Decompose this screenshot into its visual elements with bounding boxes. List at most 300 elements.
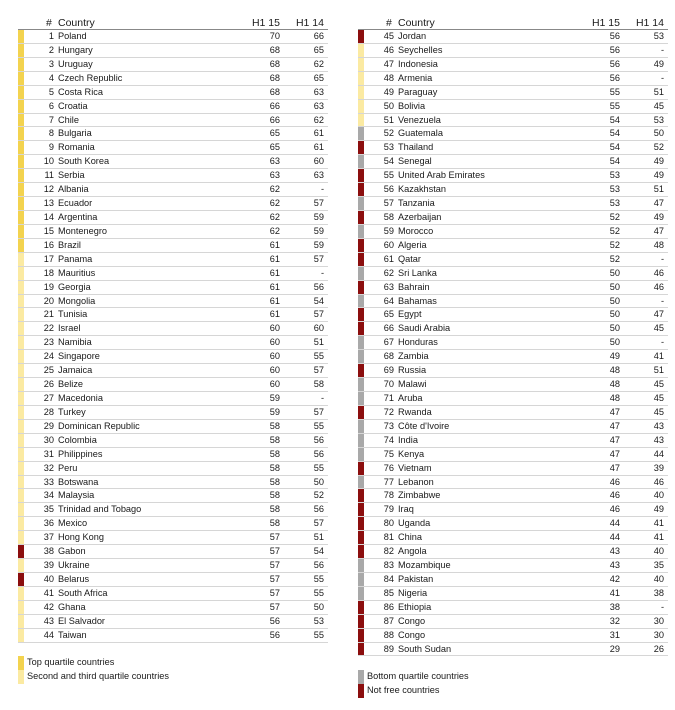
table-row	[358, 629, 668, 643]
country-cell: Argentina	[58, 211, 98, 222]
h1-15-cell: 48	[609, 379, 620, 390]
table-row	[358, 30, 668, 44]
h1-14-cell: 65	[313, 44, 324, 55]
category-bar	[358, 392, 364, 405]
rank-cell: 27	[43, 392, 54, 403]
h1-14-cell: -	[660, 295, 664, 306]
table-row	[358, 392, 668, 406]
h1-15-cell: 63	[269, 170, 280, 181]
rank-cell: 21	[43, 309, 54, 320]
h1-14-cell: 59	[313, 211, 324, 222]
h1-15-cell: 56	[609, 72, 620, 83]
h1-14-cell: 62	[313, 58, 324, 69]
h1-14-cell: -	[660, 44, 664, 55]
category-bar	[18, 155, 24, 168]
table-row	[358, 378, 668, 392]
country-cell: South Africa	[58, 587, 108, 598]
country-cell: Algeria	[398, 239, 427, 250]
rank-cell: 58	[383, 211, 394, 222]
table-row	[358, 281, 668, 295]
table-row	[18, 350, 328, 364]
table-row	[358, 114, 668, 128]
table-row	[18, 127, 328, 141]
rank-cell: 12	[43, 184, 54, 195]
h1-14-cell: -	[660, 72, 664, 83]
rank-cell: 59	[383, 225, 394, 236]
legend-swatch-notfree	[358, 684, 364, 698]
country-cell: Turkey	[58, 406, 86, 417]
rank-cell: 69	[383, 365, 394, 376]
h1-14-cell: 30	[653, 629, 664, 640]
table-row	[358, 336, 668, 350]
rank-cell: 35	[43, 504, 54, 515]
country-cell: Nigeria	[398, 587, 428, 598]
h1-14-cell: 51	[653, 86, 664, 97]
country-cell: Tunisia	[58, 309, 88, 320]
h1-15-cell: 62	[269, 198, 280, 209]
h1-15-cell: 59	[269, 392, 280, 403]
h1-14-cell: 55	[313, 573, 324, 584]
h1-14-cell: 62	[313, 114, 324, 125]
h1-15-cell: 63	[269, 156, 280, 167]
rank-cell: 9	[48, 142, 54, 153]
rank-cell: 76	[383, 462, 394, 473]
table-header	[18, 0, 328, 30]
table-row	[358, 322, 668, 336]
h1-14-cell: 50	[313, 476, 324, 487]
h1-14-cell: 50	[653, 128, 664, 139]
category-bar	[358, 72, 364, 85]
h1-15-cell: 65	[269, 128, 280, 139]
table-row	[18, 601, 328, 615]
rank-cell: 74	[383, 434, 394, 445]
legend-label-notfree: Not free countries	[367, 685, 440, 695]
category-bar	[358, 183, 364, 196]
h1-15-cell: 58	[269, 476, 280, 487]
table-row	[18, 336, 328, 350]
table-row	[18, 239, 328, 253]
category-bar	[18, 350, 24, 363]
category-bar	[358, 169, 364, 182]
table-row	[358, 44, 668, 58]
category-bar	[18, 406, 24, 419]
rank-cell: 17	[43, 253, 54, 264]
country-cell: Peru	[58, 462, 78, 473]
h1-14-cell: 57	[313, 365, 324, 376]
table-row	[18, 267, 328, 281]
h1-14-cell: 55	[313, 420, 324, 431]
table-row	[358, 573, 668, 587]
h1-14-cell: 53	[313, 615, 324, 626]
h1-14-cell: 55	[313, 587, 324, 598]
h1-14-cell: 49	[653, 211, 664, 222]
country-cell: Jordan	[398, 31, 427, 41]
category-bar	[358, 476, 364, 489]
rank-cell: 47	[383, 58, 394, 69]
h1-14-cell: 60	[313, 156, 324, 167]
h1-15-cell: 58	[269, 448, 280, 459]
table-row	[18, 489, 328, 503]
rank-cell: 70	[383, 379, 394, 390]
category-bar	[358, 517, 364, 530]
h1-15-cell: 47	[609, 406, 620, 417]
category-bar	[18, 127, 24, 140]
legend-swatch-bottom	[358, 670, 364, 684]
category-bar	[358, 448, 364, 461]
table-row	[358, 559, 668, 573]
table-row	[358, 211, 668, 225]
h1-15-cell: 58	[269, 504, 280, 515]
h1-14-cell: -	[660, 253, 664, 264]
h1-15-cell: 44	[609, 518, 620, 529]
category-bar	[18, 86, 24, 99]
country-cell: Philippines	[58, 448, 103, 459]
category-bar	[18, 169, 24, 182]
category-bar	[18, 615, 24, 628]
table-row	[358, 489, 668, 503]
rank-cell: 68	[383, 351, 394, 362]
country-cell: Azerbaijan	[398, 211, 442, 222]
h1-15-cell: 50	[609, 309, 620, 320]
h1-14-cell: 57	[313, 309, 324, 320]
country-cell: Vietnam	[398, 462, 432, 473]
country-cell: Israel	[58, 323, 81, 334]
table-row	[18, 183, 328, 197]
rank-cell: 3	[48, 58, 54, 69]
category-bar	[358, 489, 364, 502]
category-bar	[18, 211, 24, 224]
h1-14-cell: 54	[313, 295, 324, 306]
h1-15-cell: 65	[269, 142, 280, 153]
rank-cell: 22	[43, 323, 54, 334]
h1-14-cell: 51	[313, 532, 324, 543]
h1-15-cell: 56	[609, 31, 620, 41]
rank-cell: 88	[383, 629, 394, 640]
h1-15-cell: 31	[609, 629, 620, 640]
h1-15-cell: 50	[609, 281, 620, 292]
country-cell: Jamaica	[58, 365, 93, 376]
table-row	[358, 239, 668, 253]
country-cell: Congo	[398, 615, 426, 626]
country-cell: Hungary	[58, 44, 93, 55]
country-cell: Uganda	[398, 518, 431, 529]
category-bar	[18, 183, 24, 196]
country-cell: Botswana	[58, 476, 99, 487]
rank-cell: 41	[43, 587, 54, 598]
country-cell: Morocco	[398, 225, 434, 236]
h1-15-cell: 56	[609, 44, 620, 55]
table-row	[18, 503, 328, 517]
country-cell: Czech Republic	[58, 72, 123, 83]
h1-15-cell: 59	[269, 406, 280, 417]
h1-14-cell: 52	[313, 490, 324, 501]
table-row	[358, 434, 668, 448]
table-row	[18, 615, 328, 629]
h1-15-cell: 62	[269, 211, 280, 222]
h1-15-cell: 58	[269, 518, 280, 529]
category-bar	[358, 267, 364, 280]
table-row	[18, 517, 328, 531]
category-bar	[18, 322, 24, 335]
h1-14-cell: 46	[653, 476, 664, 487]
h1-14-cell: 57	[313, 406, 324, 417]
h1-14-cell: 43	[653, 420, 664, 431]
table-row	[18, 364, 328, 378]
country-cell: Singapore	[58, 351, 100, 362]
h1-14-cell: 57	[313, 518, 324, 529]
rank-cell: 29	[43, 420, 54, 431]
h1-14-cell: 49	[653, 156, 664, 167]
h1-14-cell: 43	[653, 434, 664, 445]
h1-14-cell: -	[320, 184, 324, 195]
rank-cell: 80	[383, 518, 394, 529]
rank-cell: 82	[383, 546, 394, 557]
ranking-table-right	[358, 0, 668, 656]
table-row	[18, 531, 328, 545]
h1-15-cell: 54	[609, 114, 620, 125]
rank-cell: 79	[383, 504, 394, 515]
category-bar	[358, 336, 364, 349]
category-bar	[358, 350, 364, 363]
category-bar	[18, 420, 24, 433]
category-bar	[358, 197, 364, 210]
table-row	[18, 114, 328, 128]
h1-15-cell: 50	[609, 295, 620, 306]
country-cell: Ukraine	[58, 560, 90, 571]
h1-15-cell: 52	[609, 225, 620, 236]
country-cell: El Salvador	[58, 615, 105, 626]
country-cell: Panama	[58, 253, 93, 264]
rank-cell: 86	[383, 601, 394, 612]
rank-cell: 14	[43, 211, 54, 222]
country-cell: Georgia	[58, 281, 91, 292]
rank-cell: 46	[383, 44, 394, 55]
country-cell: Congo	[398, 629, 426, 640]
table-row	[18, 322, 328, 336]
category-bar	[358, 127, 364, 140]
h1-14-cell: 53	[653, 114, 664, 125]
table-row	[358, 58, 668, 72]
country-cell: Kazakhstan	[398, 184, 447, 195]
category-bar	[18, 448, 24, 461]
header-h1-14: H1 14	[635, 17, 664, 29]
h1-14-cell: 50	[313, 601, 324, 612]
category-bar	[18, 601, 24, 614]
country-cell: Angola	[398, 546, 427, 557]
table-row	[358, 643, 668, 657]
rank-cell: 55	[383, 170, 394, 181]
category-bar	[358, 141, 364, 154]
category-bar	[358, 295, 364, 308]
category-bar	[18, 72, 24, 85]
rank-cell: 49	[383, 86, 394, 97]
category-bar	[18, 100, 24, 113]
country-cell: Namibia	[58, 337, 92, 348]
h1-15-cell: 57	[269, 587, 280, 598]
category-bar	[18, 44, 24, 57]
country-cell: Egypt	[398, 309, 422, 320]
rank-cell: 45	[383, 31, 394, 41]
table-row	[18, 169, 328, 183]
country-cell: Venezuela	[398, 114, 441, 125]
h1-15-cell: 50	[609, 323, 620, 334]
country-cell: Indonesia	[398, 58, 438, 69]
category-bar	[18, 30, 24, 43]
category-bar	[18, 378, 24, 391]
country-cell: Paraguay	[398, 86, 438, 97]
country-cell: Honduras	[398, 337, 438, 348]
rank-cell: 75	[383, 448, 394, 459]
h1-14-cell: 40	[653, 490, 664, 501]
rank-cell: 31	[43, 448, 54, 459]
h1-15-cell: 57	[269, 532, 280, 543]
rank-cell: 13	[43, 198, 54, 209]
country-cell: Zambia	[398, 351, 429, 362]
table-body	[18, 30, 328, 643]
rank-cell: 85	[383, 587, 394, 598]
country-cell: Macedonia	[58, 392, 103, 403]
h1-15-cell: 49	[609, 351, 620, 362]
h1-15-cell: 61	[269, 253, 280, 264]
rank-cell: 38	[43, 546, 54, 557]
h1-15-cell: 61	[269, 239, 280, 250]
table-row	[358, 420, 668, 434]
table-row	[18, 211, 328, 225]
country-cell: Taiwan	[58, 629, 87, 640]
h1-15-cell: 53	[609, 184, 620, 195]
h1-14-cell: 57	[313, 198, 324, 209]
table-row	[358, 308, 668, 322]
category-bar	[358, 643, 364, 656]
category-bar	[18, 545, 24, 558]
country-cell: Uruguay	[58, 58, 93, 69]
rank-cell: 40	[43, 573, 54, 584]
rank-cell: 62	[383, 267, 394, 278]
category-bar	[18, 392, 24, 405]
table-row	[358, 545, 668, 559]
h1-15-cell: 50	[609, 337, 620, 348]
category-bar	[18, 267, 24, 280]
h1-14-cell: 30	[653, 615, 664, 626]
h1-14-cell: 58	[313, 379, 324, 390]
category-bar	[358, 573, 364, 586]
category-bar	[358, 253, 364, 266]
category-bar	[358, 211, 364, 224]
rank-cell: 16	[43, 239, 54, 250]
header-number: #	[386, 17, 392, 29]
rank-cell: 30	[43, 434, 54, 445]
h1-15-cell: 60	[269, 365, 280, 376]
h1-15-cell: 66	[269, 114, 280, 125]
table-row	[358, 141, 668, 155]
table-row	[358, 72, 668, 86]
rank-cell: 23	[43, 337, 54, 348]
rank-cell: 42	[43, 601, 54, 612]
country-cell: Belarus	[58, 573, 90, 584]
h1-15-cell: 70	[269, 31, 280, 41]
country-cell: Malawi	[398, 379, 427, 390]
table-row	[358, 350, 668, 364]
rank-cell: 7	[48, 114, 54, 125]
category-bar	[18, 559, 24, 572]
country-cell: Bolivia	[398, 100, 426, 111]
h1-14-cell: 55	[313, 462, 324, 473]
category-bar	[358, 281, 364, 294]
table-row	[358, 253, 668, 267]
country-cell: Qatar	[398, 253, 421, 264]
header-h1-15: H1 15	[251, 17, 280, 29]
table-row	[358, 476, 668, 490]
rank-cell: 78	[383, 490, 394, 501]
country-cell: Colombia	[58, 434, 97, 445]
legend-label-top: Top quartile countries	[27, 657, 115, 667]
category-bar	[18, 434, 24, 447]
h1-15-cell: 58	[269, 420, 280, 431]
rank-cell: 11	[44, 170, 54, 181]
table-body	[358, 30, 668, 656]
country-cell: Senegal	[398, 156, 432, 167]
rank-cell: 6	[48, 100, 54, 111]
country-cell: Lebanon	[398, 476, 434, 487]
category-bar	[358, 155, 364, 168]
h1-14-cell: 56	[313, 560, 324, 571]
table-row	[358, 197, 668, 211]
h1-15-cell: 41	[609, 587, 620, 598]
category-bar	[18, 281, 24, 294]
category-bar	[358, 629, 364, 642]
rank-cell: 18	[43, 267, 54, 278]
h1-14-cell: 45	[653, 323, 664, 334]
country-cell: Saudi Arabia	[398, 323, 451, 334]
rank-cell: 71	[383, 392, 394, 403]
table-row	[358, 448, 668, 462]
table-row	[18, 406, 328, 420]
header-country: Country	[58, 17, 95, 29]
rank-cell: 87	[383, 615, 394, 626]
table-row	[358, 517, 668, 531]
rank-cell: 2	[48, 44, 54, 55]
h1-15-cell: 55	[609, 86, 620, 97]
country-cell: Costa Rica	[58, 86, 103, 97]
table-row	[358, 183, 668, 197]
rank-cell: 43	[43, 615, 54, 626]
h1-14-cell: 61	[313, 128, 324, 139]
h1-15-cell: 46	[609, 490, 620, 501]
legend-swatch-mid	[18, 670, 24, 684]
rank-cell: 28	[43, 406, 54, 417]
rank-cell: 72	[383, 406, 394, 417]
table-row	[18, 253, 328, 267]
h1-15-cell: 57	[269, 546, 280, 557]
rank-cell: 56	[383, 184, 394, 195]
h1-15-cell: 60	[269, 351, 280, 362]
country-cell: India	[398, 434, 418, 445]
country-cell: Chile	[58, 114, 79, 125]
h1-14-cell: 40	[653, 546, 664, 557]
h1-14-cell: 41	[653, 532, 664, 543]
category-bar	[358, 587, 364, 600]
h1-15-cell: 43	[609, 546, 620, 557]
country-cell: Mongolia	[58, 295, 96, 306]
h1-14-cell: 56	[313, 448, 324, 459]
country-cell: Brazil	[58, 239, 81, 250]
table-row	[18, 86, 328, 100]
h1-14-cell: -	[320, 392, 324, 403]
country-cell: Russia	[398, 365, 427, 376]
country-cell: Aruba	[398, 392, 423, 403]
category-bar	[358, 434, 364, 447]
h1-14-cell: 26	[653, 643, 664, 654]
